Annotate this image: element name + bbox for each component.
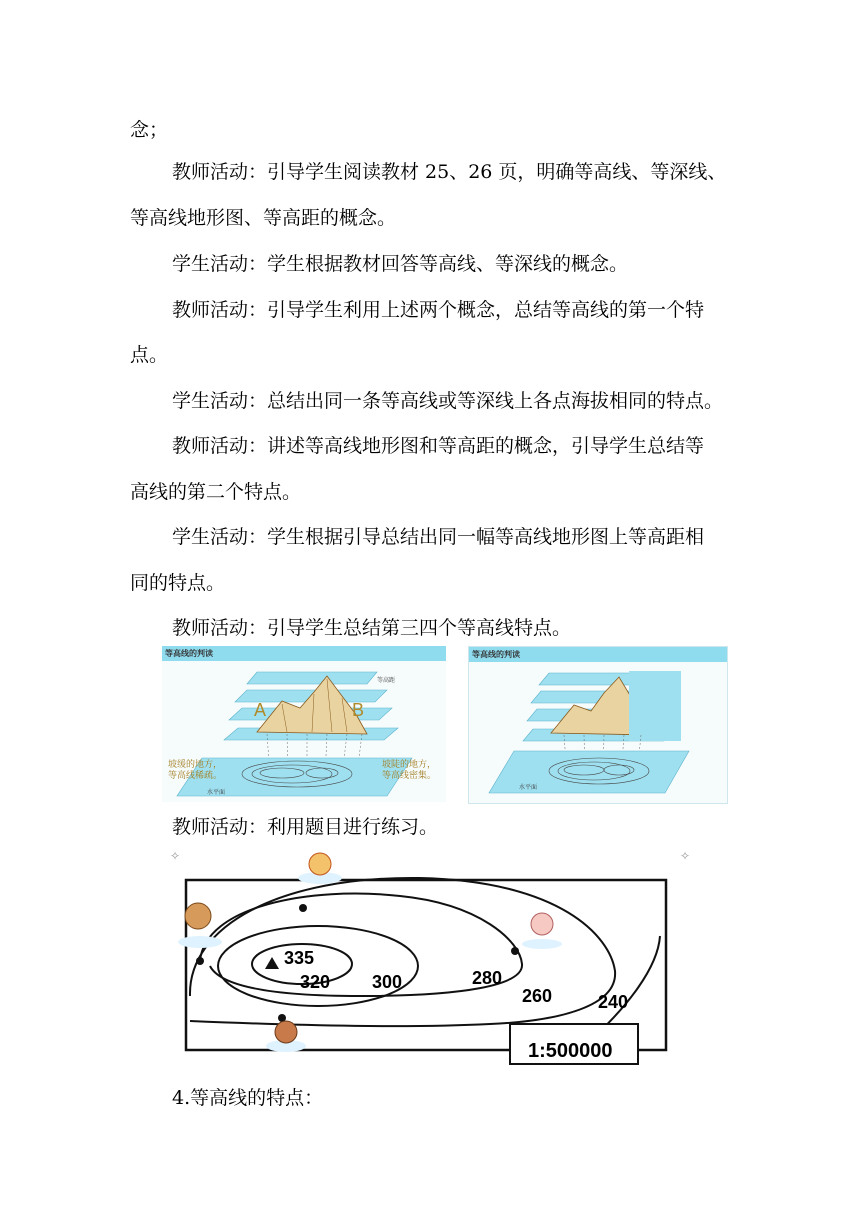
paragraph-line-7: 学生活动：总结出同一条等高线或等深线上各点海拔相同的特点。 bbox=[172, 390, 724, 412]
point-a-label: A bbox=[254, 700, 267, 720]
character-left-icon bbox=[178, 903, 222, 948]
sea-level-label: 水平面 bbox=[207, 790, 226, 796]
paragraph-line-5: 教师活动：引导学生利用上述两个概念，总结等高线的第一个特 bbox=[172, 299, 705, 321]
contour-map bbox=[160, 846, 704, 1070]
paragraph-line-12: 教师活动：引导学生总结第三四个等高线特点。 bbox=[172, 617, 572, 639]
contour-label-300: 300 bbox=[372, 972, 403, 992]
figure-title: 等高线的判读 bbox=[472, 650, 520, 659]
character-top-icon bbox=[298, 853, 342, 884]
figure-title: 等高线的判读 bbox=[165, 649, 213, 658]
summit-triangle-icon bbox=[265, 957, 279, 969]
corner-ornament-right: ✧ bbox=[680, 849, 691, 863]
paragraph-line-9: 高线的第二个特点。 bbox=[130, 481, 302, 503]
steep-slope-note: 坡陡的地方， 等高线密集。 bbox=[382, 760, 437, 781]
sea-level-label: 水平面 bbox=[519, 785, 538, 791]
contour-diagram-left bbox=[162, 646, 446, 802]
paragraph-line-8: 教师活动：讲述等高线地形图和等高距的概念，引导学生总结等 bbox=[172, 435, 705, 457]
paragraph-line-11: 同的特点。 bbox=[130, 572, 226, 594]
map-scale-label: 1:500000 bbox=[528, 1040, 613, 1062]
contour-label-260: 260 bbox=[522, 986, 553, 1006]
summit-elevation-label: 335 bbox=[284, 948, 315, 968]
masked-answer-box bbox=[629, 671, 681, 741]
contour-diagram-right bbox=[468, 646, 728, 804]
paragraph-line-4: 学生活动：学生根据教材回答等高线、等深线的概念。 bbox=[172, 253, 629, 275]
terrain-illustration bbox=[469, 647, 727, 803]
gentle-slope-note: 坡缓的地方， 等高线稀疏。 bbox=[168, 760, 223, 781]
interval-label: 等高距 bbox=[377, 678, 396, 684]
paragraph-line-10: 学生活动：学生根据引导总结出同一幅等高线地形图上等高距相 bbox=[172, 526, 705, 548]
point-b-label: B bbox=[352, 700, 365, 720]
paragraph-line-1: 念； bbox=[130, 119, 169, 141]
contour-map-exercise bbox=[160, 846, 704, 1070]
contour-label-320: 320 bbox=[300, 972, 331, 992]
paragraph-line-2: 教师活动：引导学生阅读教材 25、26 页，明确等高线、等深线、 bbox=[172, 161, 727, 183]
paragraph-line-3: 等高线地形图、等高距的概念。 bbox=[130, 207, 397, 229]
corner-ornament-left: ✧ bbox=[170, 849, 181, 863]
section-heading-4: 4.等高线的特点： bbox=[172, 1087, 324, 1109]
character-right-icon bbox=[522, 913, 562, 949]
paragraph-line-6: 点。 bbox=[130, 344, 169, 366]
paragraph-line-13: 教师活动：利用题目进行练习。 bbox=[172, 816, 439, 838]
contour-label-280: 280 bbox=[472, 968, 503, 988]
contour-label-240: 240 bbox=[598, 992, 629, 1012]
